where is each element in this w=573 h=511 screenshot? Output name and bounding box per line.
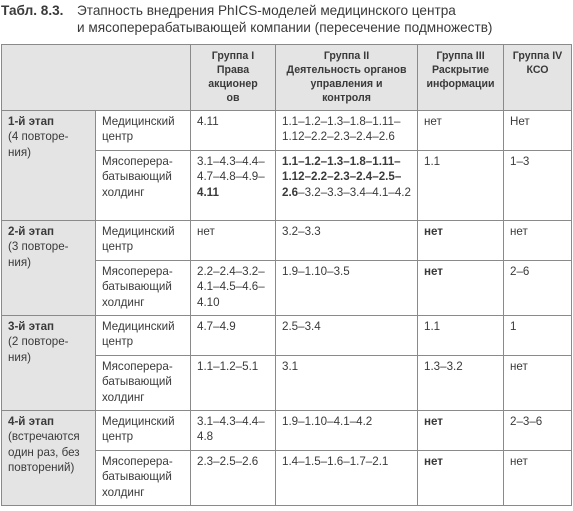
group-2-cell: 3.2–3.3 bbox=[276, 221, 418, 261]
company-cell: Медицинский центр bbox=[96, 411, 191, 451]
table-row bbox=[2, 411, 572, 451]
header-group-1: Группа I Права акционеров bbox=[191, 45, 276, 111]
table-caption bbox=[1, 2, 571, 36]
stage-note: (встречаются один раз, без повторений) bbox=[8, 430, 80, 475]
header-empty-cell bbox=[2, 45, 191, 111]
header-group-2: Группа II Деятельность органов управления и контроля bbox=[276, 45, 418, 111]
group-3-cell: нет bbox=[418, 451, 504, 506]
group-1-cell: 4.11 bbox=[191, 111, 276, 151]
caption-label: Табл. 8.3. bbox=[1, 3, 64, 18]
group-3-cell: нет bbox=[418, 411, 504, 451]
table-row bbox=[2, 111, 572, 151]
group-1-bold-values: 4.11 bbox=[197, 185, 219, 199]
stage-note: (2 повторе-ния) bbox=[8, 335, 69, 364]
stages-table bbox=[1, 44, 572, 506]
group-2-cell bbox=[276, 151, 418, 221]
stage-title: 4-й этап bbox=[8, 415, 55, 428]
group-4-cell: 1 bbox=[504, 316, 572, 356]
table-row bbox=[2, 221, 572, 261]
caption-title-2: и мясоперерабатывающей компании (пересечение подмножеств) bbox=[77, 20, 493, 35]
stage-title: 1-й этап bbox=[8, 115, 55, 128]
group-2-cell: 1.9–1.10–4.1–4.2 bbox=[276, 411, 418, 451]
stage-note: (3 повторе-ния) bbox=[8, 240, 69, 269]
group-1-cell bbox=[191, 151, 276, 221]
group-1-cell: 4.7–4.9 bbox=[191, 316, 276, 356]
group-2-cell: 1.9–1.10–3.5 bbox=[276, 261, 418, 316]
group-3-cell: нет bbox=[418, 111, 504, 151]
stage-2-cell bbox=[2, 221, 96, 316]
caption-line-1 bbox=[1, 2, 571, 19]
header-group-4: Группа IV КСО bbox=[504, 45, 572, 111]
stage-title: 2-й этап bbox=[8, 225, 55, 238]
stage-title: 3-й этап bbox=[8, 320, 55, 333]
company-cell: Мясоперера-батывающий холдинг bbox=[96, 356, 191, 411]
group-4-cell: нет bbox=[504, 221, 572, 261]
group-2-cell: 2.5–3.4 bbox=[276, 316, 418, 356]
table-row bbox=[2, 316, 572, 356]
group-3-cell: нет bbox=[418, 261, 504, 316]
company-cell: Медицинский центр bbox=[96, 316, 191, 356]
group-1-cell: 3.1–4.3–4.4–4.8 bbox=[191, 411, 276, 451]
group-1-cell: 2.2–2.4–3.2–4.1–4.5–4.6–4.10 bbox=[191, 261, 276, 316]
header-group-3: Группа III Раскрытие информации bbox=[418, 45, 504, 111]
group-2-cell: 1.4–1.5–1.6–1.7–2.1 bbox=[276, 451, 418, 506]
group-4-cell: 2–3–6 bbox=[504, 411, 572, 451]
stage-4-cell bbox=[2, 411, 96, 506]
group-1-cell: нет bbox=[191, 221, 276, 261]
company-cell: Медицинский центр bbox=[96, 221, 191, 261]
group-1-plain-values: 3.1–4.3–4.4–4.7–4.8–4.9– bbox=[197, 155, 265, 184]
group-2-bold-values: 1.1–1.2–1.3–1.8–1.11–1.12–2.2–2.3–2.4–2.5–2.6 bbox=[282, 155, 402, 199]
stage-3-cell bbox=[2, 316, 96, 411]
group-3-cell: 1.1 bbox=[418, 151, 504, 221]
group-3-cell: нет bbox=[418, 221, 504, 261]
group-2-plain-values: –3.2–3.3–3.4–4.1–4.2 bbox=[298, 185, 411, 199]
group-4-cell: нет bbox=[504, 356, 572, 411]
company-cell: Мясоперера-батывающий холдинг bbox=[96, 151, 191, 221]
group-4-cell: 1–3 bbox=[504, 151, 572, 221]
group-2-cell: 3.1 bbox=[276, 356, 418, 411]
caption-title-1: Этапность внедрения PhICS-моделей медицинского центра bbox=[77, 3, 456, 18]
group-4-cell: Нет bbox=[504, 111, 572, 151]
group-4-cell: 2–6 bbox=[504, 261, 572, 316]
group-3-cell: 1.3–3.2 bbox=[418, 356, 504, 411]
company-cell: Мясоперера-батывающий холдинг bbox=[96, 451, 191, 506]
group-2-cell: 1.1–1.2–1.3–1.8–1.11–1.12–2.2–2.3–2.4–2.6 bbox=[276, 111, 418, 151]
stage-1-cell bbox=[2, 111, 96, 221]
table-header-row bbox=[2, 45, 572, 111]
company-cell: Мясоперера-батывающий холдинг bbox=[96, 261, 191, 316]
stage-note: (4 повторе-ния) bbox=[8, 130, 69, 159]
company-cell: Медицинский центр bbox=[96, 111, 191, 151]
group-4-cell: нет bbox=[504, 451, 572, 506]
group-3-cell: 1.1 bbox=[418, 316, 504, 356]
group-1-cell: 1.1–1.2–5.1 bbox=[191, 356, 276, 411]
group-1-cell: 2.3–2.5–2.6 bbox=[191, 451, 276, 506]
